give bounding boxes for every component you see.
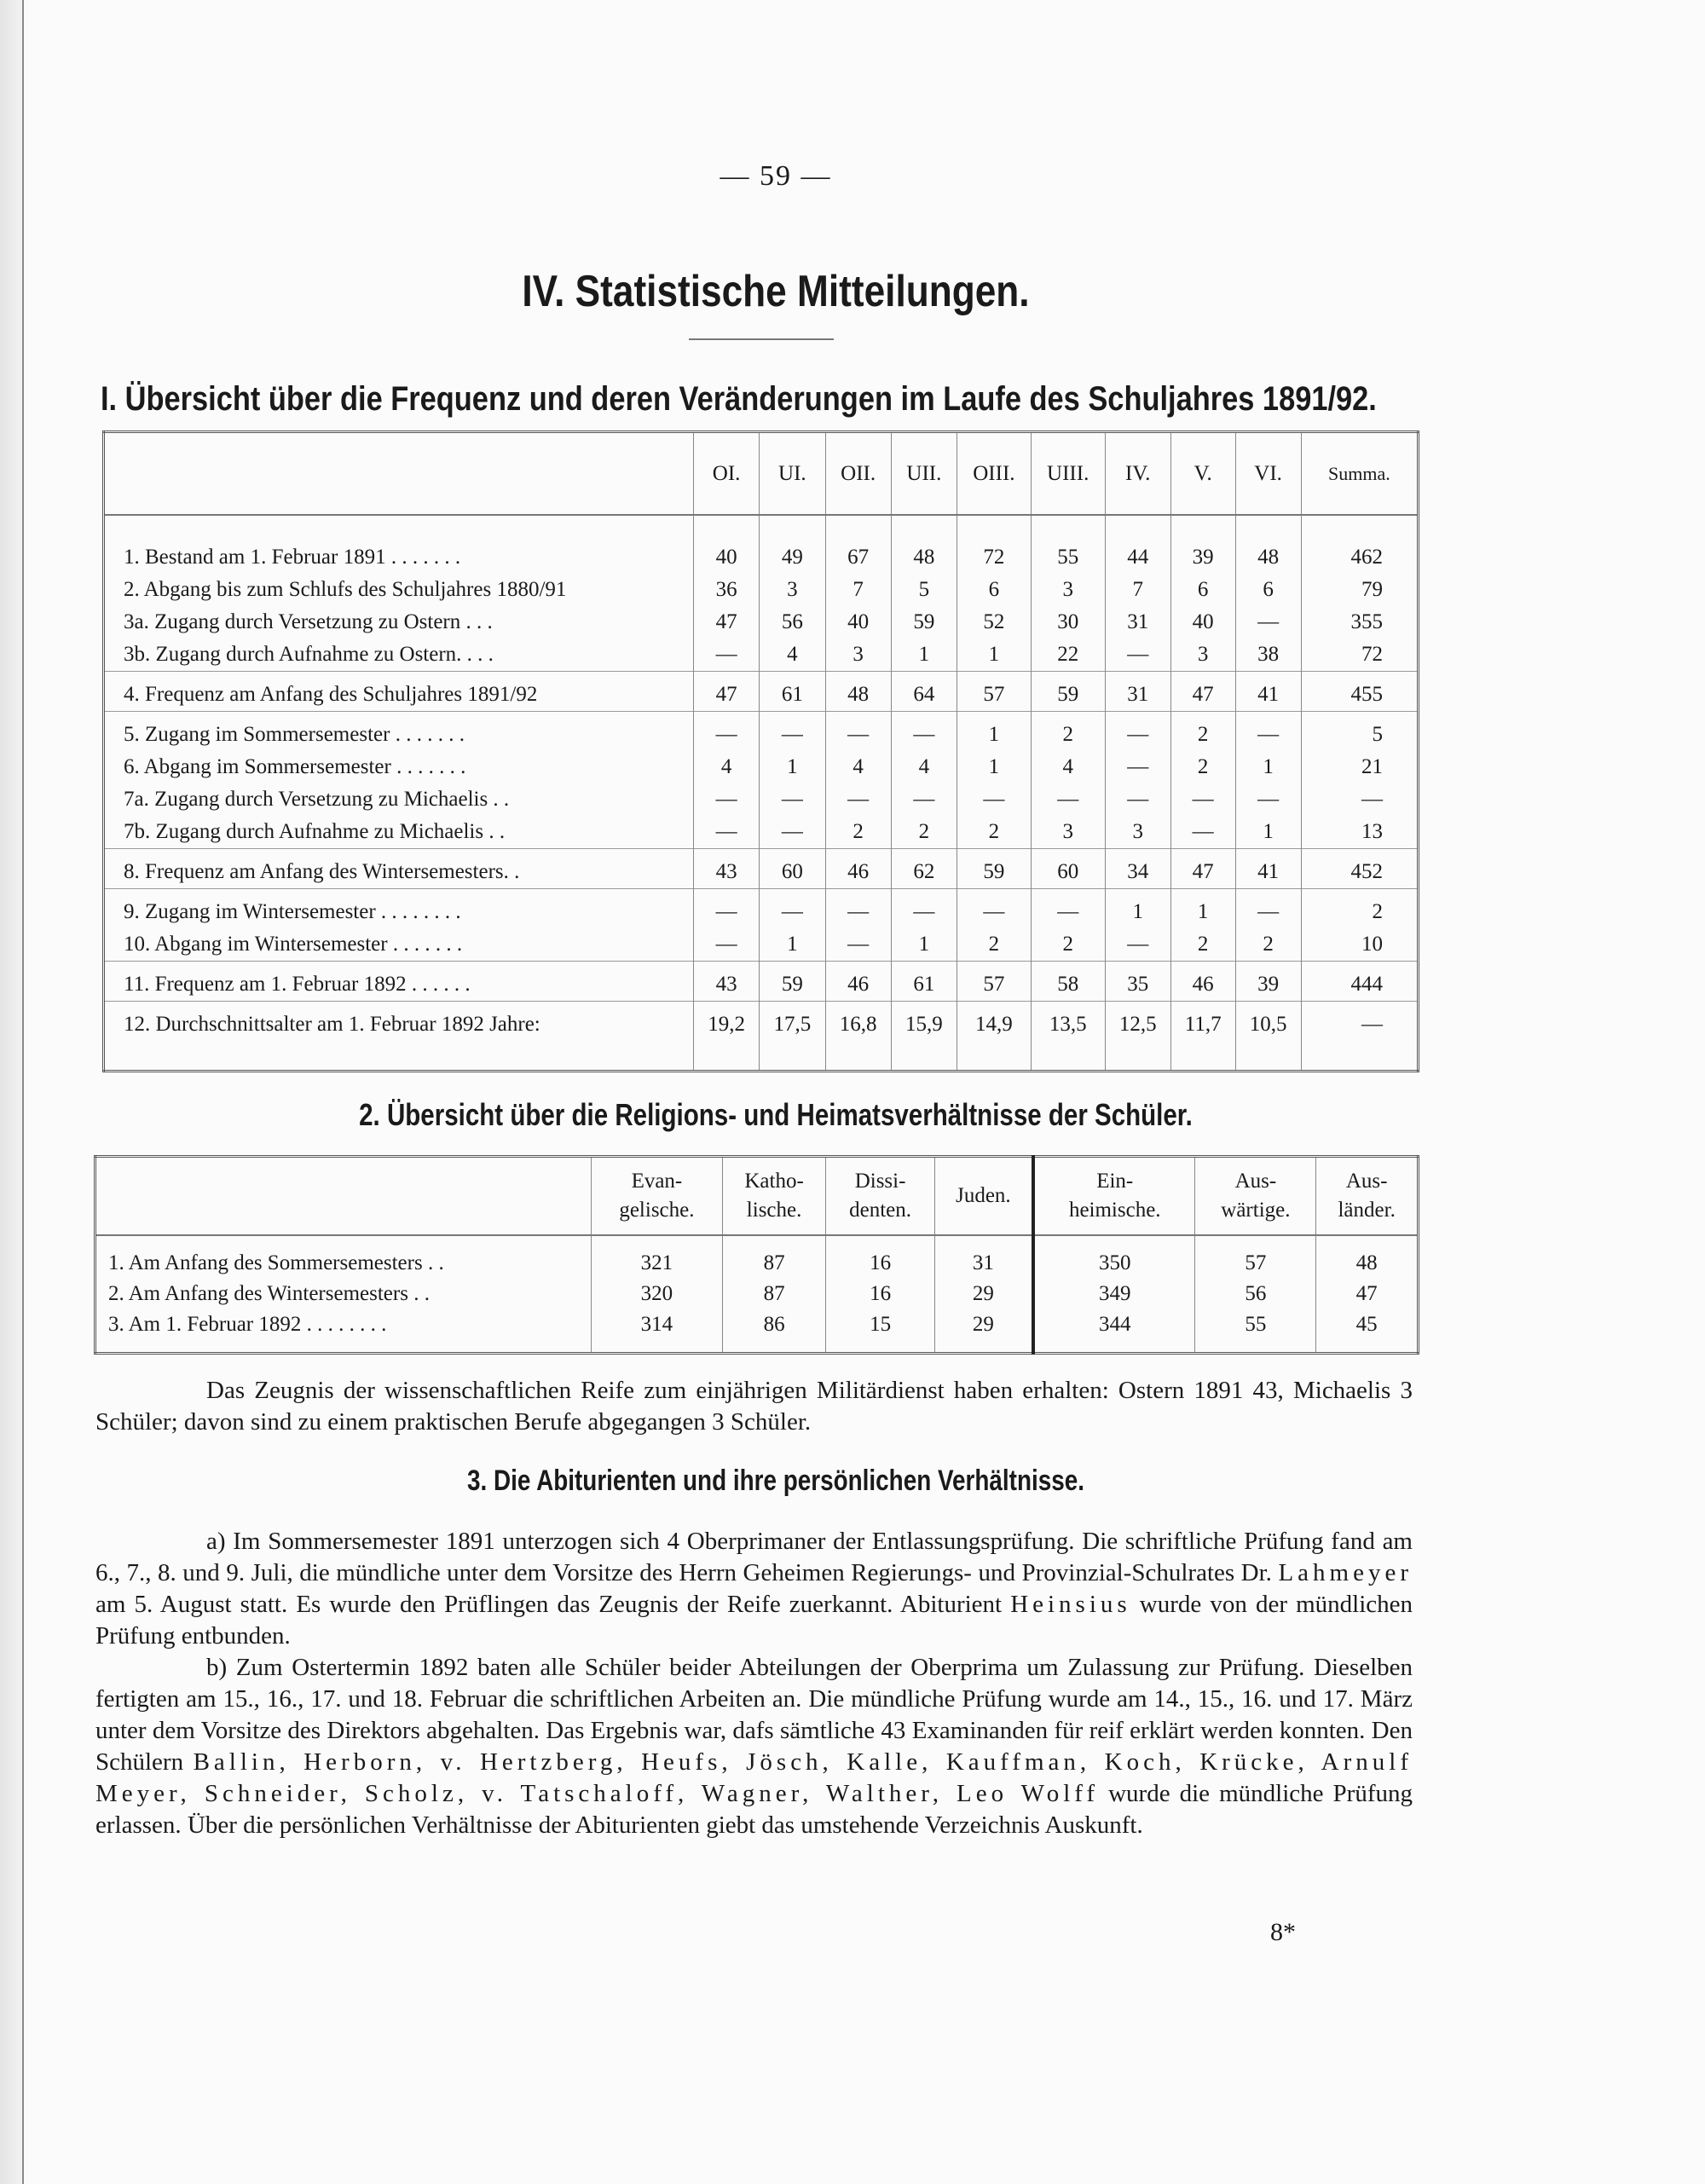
table-cell: — — [694, 712, 760, 752]
table-cell: 34 — [1105, 849, 1170, 889]
religion-table-header — [95, 1157, 1419, 1236]
table-cell: 49 — [760, 515, 825, 574]
text-run: wurde die mündliche Prüfung erlassen. Über die persönlichen Verhältnisse der Abiturienten giebt das umstehende Verzeichnis Auskunft. — [95, 1780, 1413, 1839]
row-label: 2. Abgang bis zum Schlufs des Schuljahres 1880/91 — [124, 578, 567, 601]
paragraph-b — [95, 1652, 1413, 1841]
header-blank — [104, 432, 694, 516]
table-cell: 62 — [891, 849, 957, 889]
col-header-line: Evan- — [631, 1170, 683, 1193]
table-cell: 15,9 — [891, 1002, 957, 1072]
table-cell: 57 — [1195, 1235, 1316, 1279]
table-row — [104, 638, 1419, 672]
table-cell: — — [825, 889, 891, 929]
col-header — [1316, 1157, 1419, 1236]
person-name: Lahmeyer — [1278, 1559, 1413, 1586]
table-row — [95, 1235, 1419, 1279]
table-cell: — — [957, 889, 1032, 929]
table-cell: 48 — [825, 672, 891, 712]
table-cell: 43 — [694, 962, 760, 1002]
table-cell: 12,5 — [1105, 1002, 1170, 1072]
zeugnis-text: Das Zeugnis der wissenschaftlichen Reife zum einjährigen Militärdienst haben erhalten: Ostern 1891 43, Michaelis 3 Schüler; davon sind zu einem praktischen Berufe abgegangen 3 Schüler. — [95, 1377, 1413, 1436]
table-row — [104, 849, 1419, 889]
signature-mark: 8* — [1270, 1918, 1296, 1946]
table-cell: 29 — [934, 1309, 1033, 1354]
col-header-line: Aus- — [1345, 1170, 1388, 1193]
col-header-line: heimische. — [1068, 1199, 1161, 1222]
table-cell: 2 — [1031, 928, 1105, 962]
table-cell: 1 — [760, 928, 825, 962]
col-header: OIII. — [957, 432, 1032, 516]
table-cell: 55 — [1195, 1309, 1316, 1354]
table-row — [104, 574, 1419, 606]
table-cell: 31 — [1105, 606, 1170, 638]
col-header — [1195, 1157, 1316, 1236]
table-cell: 44 — [1105, 515, 1170, 574]
table-cell: — — [1235, 889, 1301, 929]
table-cell: 40 — [1170, 606, 1235, 638]
table-cell: 72 — [957, 515, 1032, 574]
table-cell: — — [694, 816, 760, 849]
table-cell: 72 — [1301, 638, 1418, 672]
table-cell: 3 — [760, 574, 825, 606]
table-cell: — — [891, 712, 957, 752]
table-cell: 4 — [1031, 751, 1105, 783]
table-cell: 64 — [891, 672, 957, 712]
table-cell: 57 — [957, 672, 1032, 712]
table-cell: 46 — [825, 962, 891, 1002]
frequency-table — [102, 430, 1419, 1072]
col-header-line: denten. — [849, 1199, 911, 1222]
table-cell: 36 — [694, 574, 760, 606]
table-cell: — — [1031, 783, 1105, 816]
table-cell: — — [694, 638, 760, 672]
page-gutter — [0, 0, 24, 2184]
table-cell: 16 — [826, 1279, 934, 1309]
table-cell: 31 — [1105, 672, 1170, 712]
table-cell: 79 — [1301, 574, 1418, 606]
section-3-heading: 3. Die Abiturienten und ihre persönlichen Verhältnisse. — [466, 1465, 1085, 1497]
table-cell: 31 — [934, 1235, 1033, 1279]
table-cell: 2 — [1170, 928, 1235, 962]
text-run: am 5. August statt. Es wurde den Prüflingen das Zeugnis der Reife zuerkannt. Abiturient — [95, 1591, 1011, 1618]
table-cell: 45 — [1316, 1309, 1419, 1354]
table-cell: — — [1105, 751, 1170, 783]
table-cell: 2 — [957, 816, 1032, 849]
col-header-line: Juden. — [956, 1184, 1011, 1207]
religion-table-body — [95, 1235, 1419, 1354]
table-cell: — — [760, 889, 825, 929]
person-name: Heinsius — [1010, 1591, 1131, 1618]
row-label: 1. Bestand am 1. Februar 1891 . . . . . . . — [124, 546, 461, 569]
table-cell: — — [891, 783, 957, 816]
table-cell: 1 — [1105, 889, 1170, 929]
col-header — [592, 1157, 723, 1236]
table-cell: 56 — [1195, 1279, 1316, 1309]
col-header: UIII. — [1031, 432, 1105, 516]
table-cell: — — [694, 889, 760, 929]
religion-table — [94, 1155, 1419, 1355]
table-cell: 2 — [825, 816, 891, 849]
text-run: b) Zum Ostertermin 1892 baten alle Schüler beider Abteilungen der Oberprima um Zulassung zur Prüfung. Dieselben fertigten am 15., 16., 17. und 18. Februar die schriftlichen Arbeiten an. Die mündliche Prüfung wurde am 14., 15., 16. und 17. März unter dem Vorsitze des Direktors abgehalten. Das Ergebnis war, dafs sämtliche 43 Examinanden für reif erklärt werden konnten. Den Schülern — [95, 1654, 1413, 1776]
table-cell: 5 — [891, 574, 957, 606]
table-cell: 57 — [957, 962, 1032, 1002]
col-header: UI. — [760, 432, 825, 516]
table-cell: — — [1235, 783, 1301, 816]
table-cell: — — [891, 889, 957, 929]
table-cell: — — [760, 712, 825, 752]
table-row — [104, 889, 1419, 929]
col-header: UII. — [891, 432, 957, 516]
table-cell: 19,2 — [694, 1002, 760, 1072]
row-label: 1. Am Anfang des Sommersemesters . . — [108, 1251, 444, 1274]
table-row — [104, 962, 1419, 1002]
table-cell: 10,5 — [1235, 1002, 1301, 1072]
col-header-line: Ein- — [1096, 1170, 1134, 1193]
table-cell: 47 — [1170, 672, 1235, 712]
table-cell: 2 — [1031, 712, 1105, 752]
table-row — [104, 928, 1419, 962]
table-cell: 11,7 — [1170, 1002, 1235, 1072]
col-header-line: länder. — [1338, 1199, 1396, 1222]
frequency-table-header — [104, 432, 1419, 516]
table-cell: 1 — [957, 712, 1032, 752]
table-cell: 2 — [1170, 751, 1235, 783]
table-cell: 4 — [891, 751, 957, 783]
table-cell: 2 — [1235, 928, 1301, 962]
section-1-heading: I. Übersicht über die Frequenz und deren Veränderungen im Laufe des Schuljahres 1891/92. — [101, 380, 1377, 418]
page-number: — 59 — — [720, 160, 832, 192]
table-cell: 5 — [1301, 712, 1418, 752]
abiturienten-text — [95, 1526, 1413, 1841]
table-cell: — — [1105, 638, 1170, 672]
table-cell: 321 — [592, 1235, 723, 1279]
table-cell: 15 — [826, 1309, 934, 1354]
zeugnis-paragraph — [95, 1375, 1413, 1438]
table-cell: — — [1235, 712, 1301, 752]
paragraph-a — [95, 1526, 1413, 1652]
table-cell: 455 — [1301, 672, 1418, 712]
table-cell: 59 — [760, 962, 825, 1002]
col-header-line: Dissi- — [854, 1170, 906, 1193]
section-2-heading: 2. Übersicht über die Religions- und Heimatsverhältnisse der Schüler. — [359, 1097, 1193, 1132]
table-cell: 30 — [1031, 606, 1105, 638]
row-label: 9. Zugang im Wintersemester . . . . . . . . — [104, 889, 694, 929]
col-header-line: wärtige. — [1221, 1199, 1291, 1222]
table-cell: 6 — [957, 574, 1032, 606]
table-cell: 314 — [592, 1309, 723, 1354]
table-cell: 3 — [1031, 816, 1105, 849]
table-cell: 2 — [1170, 712, 1235, 752]
row-label: 3b. Zugang durch Aufnahme zu Ostern. . . . — [124, 643, 494, 666]
table-cell: — — [1170, 816, 1235, 849]
table-cell: — — [825, 712, 891, 752]
col-header: IV. — [1105, 432, 1170, 516]
table-cell: 3 — [1031, 574, 1105, 606]
row-label: 3. Am 1. Februar 1892 . . . . . . . . — [108, 1313, 387, 1336]
table-cell: 6 — [1235, 574, 1301, 606]
row-label: 4. Frequenz am Anfang des Schuljahres 1891/92 — [104, 672, 694, 712]
table-cell: 60 — [760, 849, 825, 889]
col-header: OII. — [825, 432, 891, 516]
table-cell: 56 — [760, 606, 825, 638]
row-label: 12. Durchschnittsalter am 1. Februar 1892 Jahre: — [104, 1002, 694, 1072]
table-cell: 350 — [1033, 1235, 1195, 1279]
row-label: 11. Frequenz am 1. Februar 1892 . . . . . . — [104, 962, 694, 1002]
table-cell: 14,9 — [957, 1002, 1032, 1072]
table-cell: 452 — [1301, 849, 1418, 889]
table-cell: 61 — [891, 962, 957, 1002]
row-label: 7a. Zugang durch Versetzung zu Michaelis . . — [124, 788, 510, 811]
table-cell: 38 — [1235, 638, 1301, 672]
table-cell: 29 — [934, 1279, 1033, 1309]
table-cell: 47 — [1316, 1279, 1419, 1309]
table-cell: 87 — [722, 1279, 825, 1309]
table-cell: 16 — [826, 1235, 934, 1279]
table-cell: 41 — [1235, 672, 1301, 712]
table-cell: 355 — [1301, 606, 1418, 638]
row-label: 6. Abgang im Sommersemester . . . . . . . — [124, 755, 466, 778]
table-cell: 67 — [825, 515, 891, 574]
table-cell: 1 — [957, 751, 1032, 783]
table-cell: — — [694, 783, 760, 816]
table-cell: 61 — [760, 672, 825, 712]
table-cell: — — [1105, 928, 1170, 962]
table-row — [104, 515, 1419, 574]
table-cell: 87 — [722, 1235, 825, 1279]
col-header-line: Aus- — [1234, 1170, 1277, 1193]
table-cell: 48 — [1316, 1235, 1419, 1279]
table-cell: 60 — [1031, 849, 1105, 889]
table-cell: 40 — [694, 515, 760, 574]
table-cell: 2 — [1301, 889, 1418, 929]
table-cell: — — [1031, 889, 1105, 929]
table-cell: 47 — [694, 672, 760, 712]
col-header — [1033, 1157, 1195, 1236]
table-cell: 462 — [1301, 515, 1418, 574]
title-divider — [689, 338, 834, 340]
table-cell: — — [825, 928, 891, 962]
table-row — [104, 783, 1419, 816]
table-cell: 2 — [957, 928, 1032, 962]
table-cell: 16,8 — [825, 1002, 891, 1072]
table-cell: 22 — [1031, 638, 1105, 672]
row-label: 7b. Zugang durch Aufnahme zu Michaelis . . — [124, 820, 506, 843]
text-run: wurde von der mündlichen Prüfung entbunden. — [95, 1591, 1413, 1650]
table-cell: — — [1170, 783, 1235, 816]
table-cell: 46 — [825, 849, 891, 889]
table-cell: 3 — [1170, 638, 1235, 672]
table-row — [104, 1002, 1419, 1072]
col-header: VI. — [1235, 432, 1301, 516]
table-row — [104, 606, 1419, 638]
table-cell: — — [1301, 783, 1418, 816]
table-cell: 59 — [891, 606, 957, 638]
table-cell: 21 — [1301, 751, 1418, 783]
table-cell: 46 — [1170, 962, 1235, 1002]
col-header-line: gelische. — [619, 1199, 695, 1222]
row-label: 5. Zugang im Sommersemester . . . . . . . — [104, 712, 694, 752]
person-names-list: Ballin, Herborn, v. Hertzberg, Heufs, Jösch, Kalle, Kauffman, Koch, Krücke, Arnulf Meyer, Schneider, Scholz, v. Tatschaloff, Wagner, Walther, Leo Wolff — [95, 1748, 1413, 1807]
table-cell: 1 — [1235, 816, 1301, 849]
col-header-line: lische. — [746, 1199, 802, 1222]
table-cell: — — [694, 928, 760, 962]
table-cell: 41 — [1235, 849, 1301, 889]
table-cell: — — [760, 783, 825, 816]
row-label: 3a. Zugang durch Versetzung zu Ostern . . . — [124, 610, 493, 633]
table-cell: 1 — [957, 638, 1032, 672]
col-header — [826, 1157, 934, 1236]
table-cell: 40 — [825, 606, 891, 638]
col-header: V. — [1170, 432, 1235, 516]
table-cell: 320 — [592, 1279, 723, 1309]
col-header: OI. — [694, 432, 760, 516]
table-cell: 47 — [1170, 849, 1235, 889]
table-cell: 39 — [1170, 515, 1235, 574]
table-cell: 13 — [1301, 816, 1418, 849]
table-cell: 1 — [760, 751, 825, 783]
table-cell: 55 — [1031, 515, 1105, 574]
table-cell: 39 — [1235, 962, 1301, 1002]
table-row — [95, 1279, 1419, 1309]
table-cell: 7 — [825, 574, 891, 606]
table-cell: — — [825, 783, 891, 816]
table-cell: 7 — [1105, 574, 1170, 606]
table-cell: 4 — [694, 751, 760, 783]
table-cell: 4 — [825, 751, 891, 783]
table-row — [95, 1309, 1419, 1354]
table-cell: 1 — [1170, 889, 1235, 929]
text-run: a) Im Sommersemester 1891 unterzogen sich 4 Oberprimaner der Entlassungsprüfung. Die schriftliche Prüfung fand am 6., 7., 8. und 9. Juli, die mündliche unter dem Vorsitze des Herrn Geheimen Regierungs- und Provinzial-Schulrates Dr. — [95, 1528, 1413, 1586]
table-cell: 47 — [694, 606, 760, 638]
table-cell: 52 — [957, 606, 1032, 638]
table-cell: 48 — [1235, 515, 1301, 574]
table-cell: 4 — [760, 638, 825, 672]
table-cell: — — [957, 783, 1032, 816]
table-cell: 86 — [722, 1309, 825, 1354]
row-label: 2. Am Anfang des Wintersemesters . . — [108, 1282, 430, 1305]
col-header — [934, 1157, 1033, 1236]
table-row — [104, 712, 1419, 752]
table-cell: 48 — [891, 515, 957, 574]
table-cell: 59 — [1031, 672, 1105, 712]
table-cell: 43 — [694, 849, 760, 889]
table-cell: 1 — [891, 928, 957, 962]
table-cell: 2 — [891, 816, 957, 849]
table-cell: 1 — [1235, 751, 1301, 783]
col-header — [722, 1157, 825, 1236]
table-cell: — — [1105, 783, 1170, 816]
table-cell: 59 — [957, 849, 1032, 889]
col-header-line: Katho- — [744, 1170, 804, 1193]
col-header: Summa. — [1301, 432, 1418, 516]
table-cell: 6 — [1170, 574, 1235, 606]
table-cell: 3 — [1105, 816, 1170, 849]
frequency-table-body — [104, 515, 1419, 1072]
table-cell: — — [760, 816, 825, 849]
table-cell: 17,5 — [760, 1002, 825, 1072]
row-label: 10. Abgang im Wintersemester . . . . . . . — [124, 933, 463, 956]
table-row — [104, 816, 1419, 849]
header-blank — [95, 1157, 592, 1236]
table-cell: 344 — [1033, 1309, 1195, 1354]
table-cell: — — [1235, 606, 1301, 638]
table-cell: 444 — [1301, 962, 1418, 1002]
table-cell: — — [1301, 1002, 1418, 1072]
table-cell: 58 — [1031, 962, 1105, 1002]
row-label: 8. Frequenz am Anfang des Wintersemesters. . — [104, 849, 694, 889]
page-title: IV. Statistische Mitteilungen. — [522, 267, 1030, 316]
table-cell: — — [1105, 712, 1170, 752]
table-cell: 35 — [1105, 962, 1170, 1002]
table-cell: 1 — [891, 638, 957, 672]
table-cell: 349 — [1033, 1279, 1195, 1309]
table-cell: 3 — [825, 638, 891, 672]
table-row — [104, 672, 1419, 712]
table-row — [104, 751, 1419, 783]
table-cell: 13,5 — [1031, 1002, 1105, 1072]
table-cell: 10 — [1301, 928, 1418, 962]
